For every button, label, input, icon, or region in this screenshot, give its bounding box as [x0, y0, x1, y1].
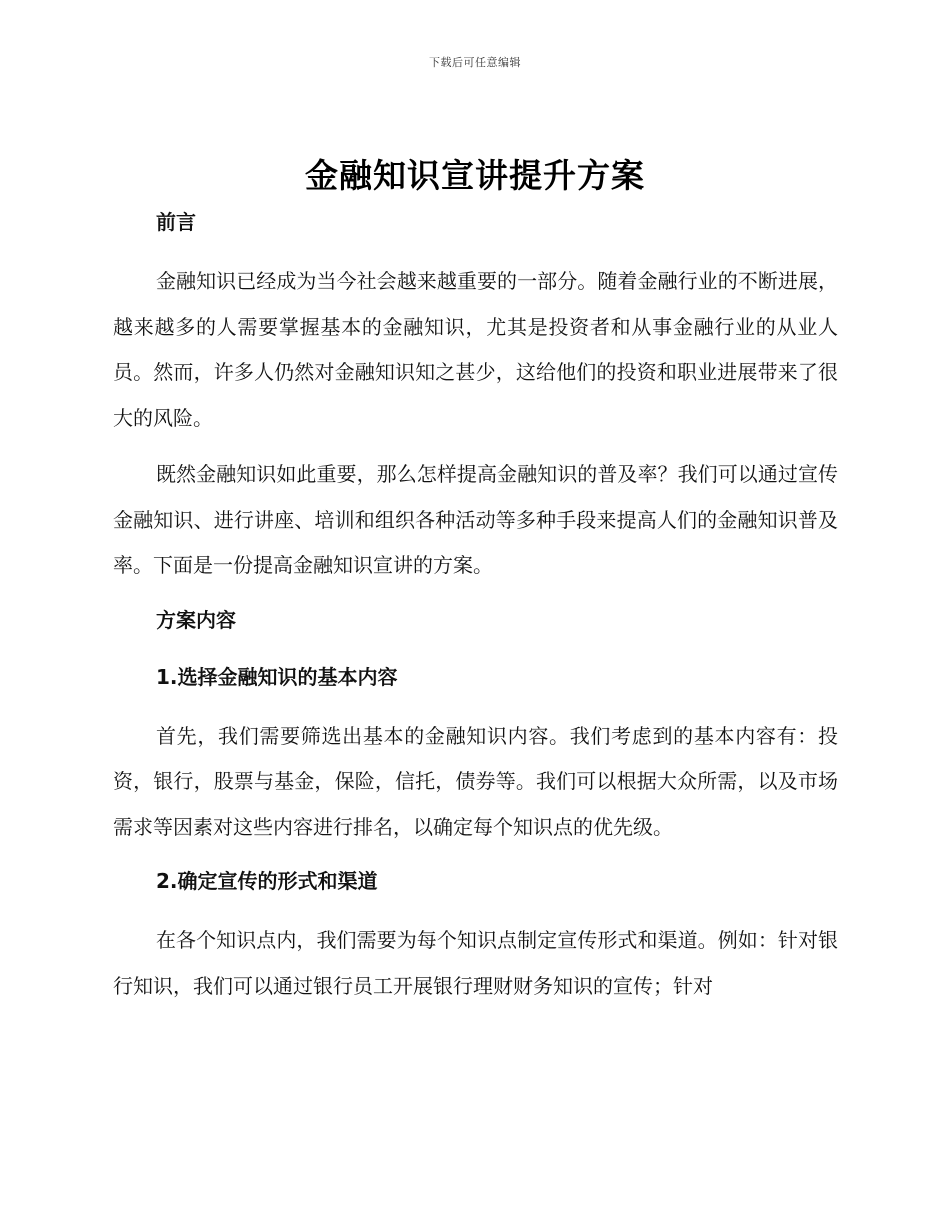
preface-paragraph-1: 金融知识已经成为当今社会越来越重要的一部分。随着金融行业的不断进展，越来越多的人需要掌握基本的金融知识，尤其是投资者和从事金融行业的从业人员。然而，许多人仍然对金融知识知之甚少，这给他们的投资和职业进展带来了很大的风险。	[113, 269, 838, 430]
step2-heading: 2.确定宣传的形式和渠道	[156, 869, 378, 893]
header-note: 下载后可任意编辑	[429, 56, 521, 69]
document-title: 金融知识宣讲提升方案	[305, 156, 645, 195]
step1-heading: 1.选择金融知识的基本内容	[156, 664, 398, 689]
plan-heading: 方案内容	[156, 607, 236, 632]
preface-heading: 前言	[156, 210, 196, 234]
document-body	[113, 202, 838, 1009]
preface-paragraph-2: 既然金融知识如此重要，那么怎样提高金融知识的普及率？我们可以通过宣传金融知识、进行讲座、培训和组织各种活动等多种手段来提高人们的金融知识普及率。下面是一份提高金融知识宣讲的方案。	[113, 462, 838, 577]
step2-paragraph: 在各个知识点内，我们需要为每个知识点制定宣传形式和渠道。例如：针对银行知识，我们可以通过银行员工开展银行理财财务知识的宣传；针对	[113, 928, 838, 998]
step1-paragraph: 首先，我们需要筛选出基本的金融知识内容。我们考虑到的基本内容有：投资，银行，股票与基金，保险，信托，债券等。我们可以根据大众所需，以及市场需求等因素对这些内容进行排名，以确定每个知识点的优先级。	[113, 723, 838, 839]
